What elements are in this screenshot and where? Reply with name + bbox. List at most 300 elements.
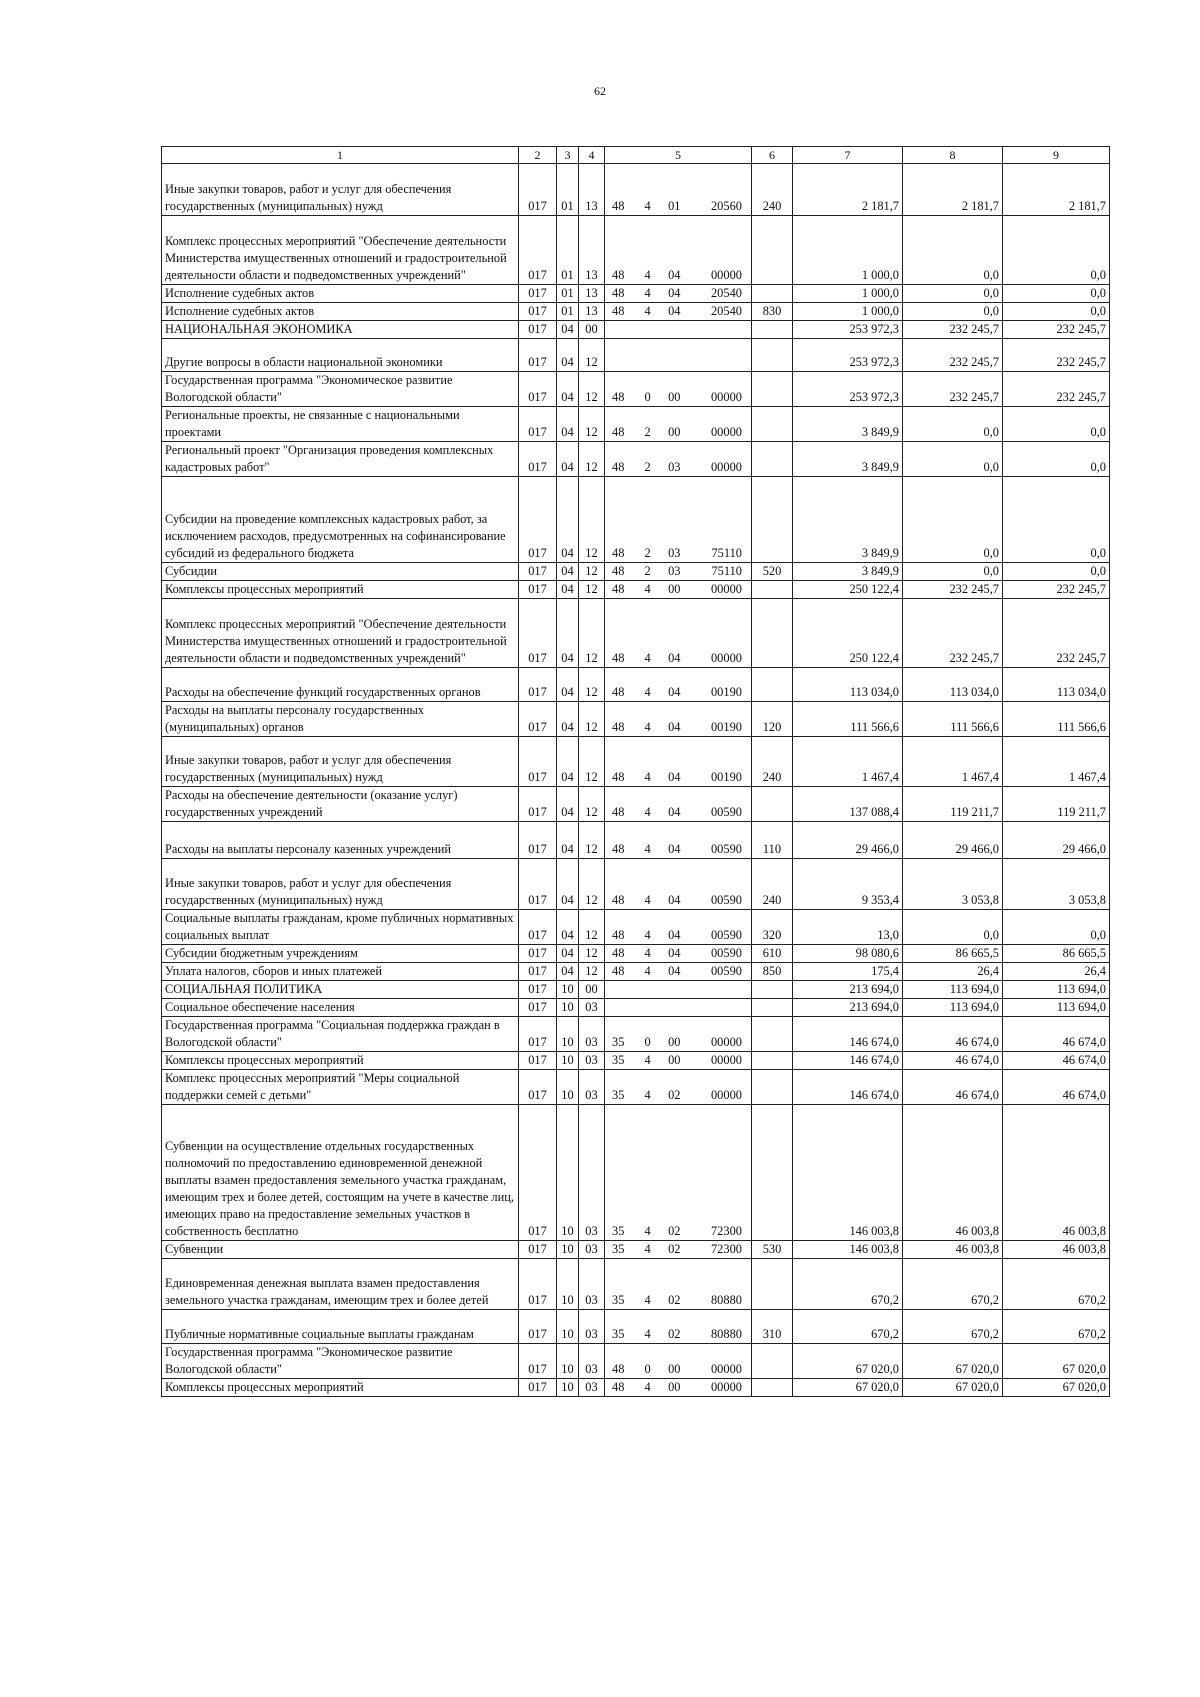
amount-col-9: 46 674,0 xyxy=(1003,1017,1110,1052)
amount-col-8: 29 466,0 xyxy=(903,822,1003,859)
code-section: 10 xyxy=(557,1105,579,1241)
table-row xyxy=(162,285,1110,303)
target-article-part: 04 xyxy=(668,805,681,819)
amount-col-9: 232 245,7 xyxy=(1003,599,1110,668)
code-subsection: 03 xyxy=(579,1070,605,1105)
target-article-part: 04 xyxy=(668,893,681,907)
amount-col-9: 113 694,0 xyxy=(1003,999,1110,1017)
target-article-part: 20560 xyxy=(710,199,742,213)
code-section: 01 xyxy=(557,164,579,216)
row-name: Расходы на обеспечение деятельности (оказание услуг) государственных учреждений xyxy=(162,787,519,822)
code-section: 04 xyxy=(557,563,579,581)
target-article-part: 4 xyxy=(644,1053,651,1067)
amount-col-7: 670,2 xyxy=(793,1310,903,1344)
target-article-part: 00000 xyxy=(710,460,742,474)
code-ministry: 017 xyxy=(519,285,557,303)
table-row xyxy=(162,668,1110,702)
amount-col-9: 113 694,0 xyxy=(1003,981,1110,999)
amount-col-8: 232 245,7 xyxy=(903,372,1003,407)
code-ministry: 017 xyxy=(519,1052,557,1070)
target-article-part: 02 xyxy=(668,1088,681,1102)
code-section: 01 xyxy=(557,303,579,321)
code-section: 10 xyxy=(557,1310,579,1344)
amount-col-7: 67 020,0 xyxy=(793,1344,903,1379)
code-expense-type xyxy=(752,1379,793,1397)
target-article-part: 00590 xyxy=(710,964,742,978)
target-article-part: 4 xyxy=(644,805,651,819)
code-target-article xyxy=(605,581,752,599)
code-ministry: 017 xyxy=(519,1259,557,1310)
target-article-part: 48 xyxy=(612,893,625,907)
code-expense-type: 240 xyxy=(752,859,793,910)
amount-col-8: 46 674,0 xyxy=(903,1070,1003,1105)
target-article-part: 03 xyxy=(668,546,681,560)
target-article-part: 00000 xyxy=(710,1035,742,1049)
code-ministry: 017 xyxy=(519,1017,557,1052)
target-article-part: 4 xyxy=(644,685,651,699)
code-ministry: 017 xyxy=(519,442,557,477)
amount-col-8: 0,0 xyxy=(903,910,1003,945)
target-article-part: 02 xyxy=(668,1293,681,1307)
target-article-part: 00590 xyxy=(710,928,742,942)
amount-col-8: 0,0 xyxy=(903,407,1003,442)
target-article-part: 00000 xyxy=(710,1362,742,1376)
target-article-part: 04 xyxy=(668,770,681,784)
amount-col-7: 250 122,4 xyxy=(793,581,903,599)
amount-col-9: 232 245,7 xyxy=(1003,321,1110,339)
target-article-part: 48 xyxy=(612,928,625,942)
code-subsection: 12 xyxy=(579,339,605,372)
amount-col-7: 1 000,0 xyxy=(793,303,903,321)
code-section: 04 xyxy=(557,702,579,737)
table-row xyxy=(162,339,1110,372)
target-article-part: 4 xyxy=(644,928,651,942)
target-article-part: 4 xyxy=(644,946,651,960)
amount-col-7: 146 003,8 xyxy=(793,1241,903,1259)
row-name: Субвенции на осуществление отдельных государственных полномочий по предоставлению единовременной денежной выплаты взамен предоставления земельного участка гражданам, имеющим трех и более детей, состоящим на учете в качестве лиц, имеющих право на предоставление земельных участков в собственность бесплатно xyxy=(162,1105,519,1241)
amount-col-7: 29 466,0 xyxy=(793,822,903,859)
amount-col-8: 46 003,8 xyxy=(903,1105,1003,1241)
target-article-part: 48 xyxy=(612,199,625,213)
table-row xyxy=(162,1379,1110,1397)
amount-col-7: 98 080,6 xyxy=(793,945,903,963)
code-target-article xyxy=(605,1259,752,1310)
code-ministry: 017 xyxy=(519,668,557,702)
code-ministry: 017 xyxy=(519,563,557,581)
row-name: Субсидии xyxy=(162,563,519,581)
target-article-part: 00000 xyxy=(710,425,742,439)
amount-col-9: 0,0 xyxy=(1003,442,1110,477)
code-expense-type xyxy=(752,981,793,999)
amount-col-8: 26,4 xyxy=(903,963,1003,981)
code-target-article xyxy=(605,981,752,999)
code-target-article xyxy=(605,372,752,407)
code-target-article xyxy=(605,1105,752,1241)
table-row xyxy=(162,859,1110,910)
amount-col-9: 86 665,5 xyxy=(1003,945,1110,963)
code-expense-type: 240 xyxy=(752,737,793,787)
code-target-article xyxy=(605,787,752,822)
code-expense-type xyxy=(752,407,793,442)
target-article-part: 75110 xyxy=(711,546,742,560)
code-expense-type xyxy=(752,787,793,822)
table-row xyxy=(162,945,1110,963)
target-article-part: 35 xyxy=(612,1242,625,1256)
amount-col-7: 250 122,4 xyxy=(793,599,903,668)
target-article-part: 48 xyxy=(612,685,625,699)
target-article-part: 48 xyxy=(612,720,625,734)
amount-col-7: 146 674,0 xyxy=(793,1052,903,1070)
target-article-part: 4 xyxy=(644,1242,651,1256)
target-article-part: 35 xyxy=(612,1088,625,1102)
target-article-part: 04 xyxy=(668,946,681,960)
code-target-article xyxy=(605,859,752,910)
target-article-part: 00000 xyxy=(710,1088,742,1102)
target-article-part: 35 xyxy=(612,1293,625,1307)
target-article-part: 48 xyxy=(612,304,625,318)
code-subsection: 12 xyxy=(579,702,605,737)
target-article-part: 48 xyxy=(612,1362,625,1376)
target-article-part: 20540 xyxy=(710,304,742,318)
code-ministry: 017 xyxy=(519,164,557,216)
amount-col-7: 253 972,3 xyxy=(793,321,903,339)
code-section: 10 xyxy=(557,1070,579,1105)
amount-col-7: 3 849,9 xyxy=(793,477,903,563)
row-name: Комплекс процессных мероприятий "Обеспечение деятельности Министерства имущественных отношений и градостроительной деятельности области и подведомственных учреждений" xyxy=(162,599,519,668)
target-article-part: 0 xyxy=(644,390,651,404)
target-article-part: 02 xyxy=(668,1224,681,1238)
target-article-part: 48 xyxy=(612,842,625,856)
target-article-part: 04 xyxy=(668,928,681,942)
code-subsection: 12 xyxy=(579,599,605,668)
table-row xyxy=(162,822,1110,859)
target-article-part: 48 xyxy=(612,582,625,596)
target-article-part: 00590 xyxy=(710,946,742,960)
code-subsection: 12 xyxy=(579,477,605,563)
code-subsection: 03 xyxy=(579,1105,605,1241)
target-article-part: 48 xyxy=(612,946,625,960)
header-row xyxy=(162,147,1110,164)
target-article-part: 4 xyxy=(644,286,651,300)
header-cell-8: 8 xyxy=(903,147,1003,164)
code-section: 04 xyxy=(557,737,579,787)
target-article-part: 35 xyxy=(612,1327,625,1341)
row-name: Субсидии на проведение комплексных кадастровых работ, за исключением расходов, предусмотренных на софинансирование субсидий из федерального бюджета xyxy=(162,477,519,563)
code-ministry: 017 xyxy=(519,581,557,599)
code-section: 10 xyxy=(557,1052,579,1070)
target-article-part: 4 xyxy=(644,304,651,318)
row-name: Государственная программа "Социальная поддержка граждан в Вологодской области" xyxy=(162,1017,519,1052)
amount-col-8: 113 694,0 xyxy=(903,981,1003,999)
code-expense-type xyxy=(752,216,793,285)
code-expense-type xyxy=(752,1070,793,1105)
row-name: Публичные нормативные социальные выплаты гражданам xyxy=(162,1310,519,1344)
row-name: Государственная программа "Экономическое развитие Вологодской области" xyxy=(162,1344,519,1379)
header-cell-9: 9 xyxy=(1003,147,1110,164)
target-article-part: 0 xyxy=(644,1035,651,1049)
code-ministry: 017 xyxy=(519,321,557,339)
target-article-part: 4 xyxy=(644,770,651,784)
target-article-part: 4 xyxy=(644,842,651,856)
row-name: Расходы на выплаты персоналу государственных (муниципальных) органов xyxy=(162,702,519,737)
amount-col-9: 46 674,0 xyxy=(1003,1052,1110,1070)
code-subsection: 03 xyxy=(579,1017,605,1052)
amount-col-8: 1 467,4 xyxy=(903,737,1003,787)
code-expense-type xyxy=(752,599,793,668)
amount-col-9: 26,4 xyxy=(1003,963,1110,981)
amount-col-9: 46 674,0 xyxy=(1003,1070,1110,1105)
amount-col-7: 111 566,6 xyxy=(793,702,903,737)
amount-col-9: 232 245,7 xyxy=(1003,339,1110,372)
target-article-part: 00000 xyxy=(710,1380,742,1394)
target-article-part: 4 xyxy=(644,1293,651,1307)
target-article-part: 48 xyxy=(612,964,625,978)
code-ministry: 017 xyxy=(519,303,557,321)
amount-col-9: 2 181,7 xyxy=(1003,164,1110,216)
code-section: 10 xyxy=(557,1241,579,1259)
amount-col-7: 253 972,3 xyxy=(793,372,903,407)
amount-col-8: 0,0 xyxy=(903,563,1003,581)
table-row xyxy=(162,164,1110,216)
amount-col-8: 0,0 xyxy=(903,285,1003,303)
code-expense-type xyxy=(752,321,793,339)
amount-col-8: 0,0 xyxy=(903,216,1003,285)
header-cell-2: 2 xyxy=(519,147,557,164)
table-row xyxy=(162,910,1110,945)
code-target-article xyxy=(605,216,752,285)
code-target-article xyxy=(605,910,752,945)
code-subsection: 03 xyxy=(579,1052,605,1070)
row-name: Единовременная денежная выплата взамен предоставления земельного участка гражданам, имеющим трех и более детей xyxy=(162,1259,519,1310)
target-article-part: 00000 xyxy=(710,268,742,282)
amount-col-8: 0,0 xyxy=(903,442,1003,477)
code-expense-type xyxy=(752,668,793,702)
code-expense-type: 830 xyxy=(752,303,793,321)
table-row xyxy=(162,1052,1110,1070)
target-article-part: 00 xyxy=(668,1035,681,1049)
code-section: 10 xyxy=(557,999,579,1017)
table-row xyxy=(162,1070,1110,1105)
target-article-part: 4 xyxy=(644,651,651,665)
target-article-part: 00 xyxy=(668,1362,681,1376)
target-article-part: 4 xyxy=(644,199,651,213)
target-article-part: 72300 xyxy=(710,1224,742,1238)
code-section: 04 xyxy=(557,599,579,668)
target-article-part: 0 xyxy=(644,1362,651,1376)
amount-col-9: 0,0 xyxy=(1003,303,1110,321)
amount-col-8: 46 003,8 xyxy=(903,1241,1003,1259)
code-ministry: 017 xyxy=(519,910,557,945)
table-row xyxy=(162,407,1110,442)
amount-col-9: 232 245,7 xyxy=(1003,581,1110,599)
code-ministry: 017 xyxy=(519,407,557,442)
code-target-article xyxy=(605,999,752,1017)
row-name: Исполнение судебных актов xyxy=(162,303,519,321)
code-target-article xyxy=(605,1052,752,1070)
code-section: 04 xyxy=(557,945,579,963)
row-name: Субвенции xyxy=(162,1241,519,1259)
code-section: 10 xyxy=(557,1379,579,1397)
table-row xyxy=(162,999,1110,1017)
code-ministry: 017 xyxy=(519,1070,557,1105)
code-subsection: 03 xyxy=(579,1310,605,1344)
amount-col-9: 46 003,8 xyxy=(1003,1241,1110,1259)
code-subsection: 12 xyxy=(579,945,605,963)
target-article-part: 00 xyxy=(668,582,681,596)
code-ministry: 017 xyxy=(519,702,557,737)
code-subsection: 13 xyxy=(579,303,605,321)
target-article-part: 4 xyxy=(644,1380,651,1394)
code-expense-type: 530 xyxy=(752,1241,793,1259)
code-target-article xyxy=(605,164,752,216)
code-ministry: 017 xyxy=(519,822,557,859)
code-target-article xyxy=(605,563,752,581)
code-expense-type: 310 xyxy=(752,1310,793,1344)
row-name: Региональный проект "Организация проведения комплексных кадастровых работ" xyxy=(162,442,519,477)
code-section: 04 xyxy=(557,321,579,339)
target-article-part: 48 xyxy=(612,390,625,404)
code-ministry: 017 xyxy=(519,1344,557,1379)
table-row xyxy=(162,216,1110,285)
code-target-article xyxy=(605,1310,752,1344)
target-article-part: 00590 xyxy=(710,842,742,856)
code-ministry: 017 xyxy=(519,945,557,963)
amount-col-9: 3 053,8 xyxy=(1003,859,1110,910)
code-expense-type xyxy=(752,442,793,477)
target-article-part: 04 xyxy=(668,286,681,300)
amount-col-8: 113 034,0 xyxy=(903,668,1003,702)
target-article-part: 2 xyxy=(644,460,651,474)
code-subsection: 12 xyxy=(579,963,605,981)
code-subsection: 03 xyxy=(579,1344,605,1379)
amount-col-8: 46 674,0 xyxy=(903,1052,1003,1070)
amount-col-8: 3 053,8 xyxy=(903,859,1003,910)
code-subsection: 03 xyxy=(579,1379,605,1397)
target-article-part: 48 xyxy=(612,425,625,439)
code-expense-type xyxy=(752,285,793,303)
target-article-part: 80880 xyxy=(710,1293,742,1307)
code-subsection: 12 xyxy=(579,563,605,581)
target-article-part: 4 xyxy=(644,964,651,978)
amount-col-9: 119 211,7 xyxy=(1003,787,1110,822)
amount-col-9: 670,2 xyxy=(1003,1310,1110,1344)
row-name: Региональные проекты, не связанные с национальными проектами xyxy=(162,407,519,442)
amount-col-8: 113 694,0 xyxy=(903,999,1003,1017)
table-row xyxy=(162,1310,1110,1344)
code-target-article xyxy=(605,668,752,702)
amount-col-8: 670,2 xyxy=(903,1310,1003,1344)
target-article-part: 48 xyxy=(612,460,625,474)
table-row xyxy=(162,303,1110,321)
table-row xyxy=(162,477,1110,563)
amount-col-7: 2 181,7 xyxy=(793,164,903,216)
code-target-article xyxy=(605,963,752,981)
code-section: 01 xyxy=(557,285,579,303)
code-subsection: 03 xyxy=(579,1259,605,1310)
code-subsection: 12 xyxy=(579,787,605,822)
target-article-part: 4 xyxy=(644,893,651,907)
row-name: Социальные выплаты гражданам, кроме публичных нормативных социальных выплат xyxy=(162,910,519,945)
target-article-part: 4 xyxy=(644,1327,651,1341)
code-target-article xyxy=(605,1070,752,1105)
target-article-part: 48 xyxy=(612,651,625,665)
target-article-part: 35 xyxy=(612,1035,625,1049)
target-article-part: 00190 xyxy=(710,770,742,784)
amount-col-7: 9 353,4 xyxy=(793,859,903,910)
page-number: 62 xyxy=(594,84,606,98)
code-target-article xyxy=(605,285,752,303)
code-ministry: 017 xyxy=(519,1310,557,1344)
code-section: 10 xyxy=(557,981,579,999)
code-expense-type xyxy=(752,1052,793,1070)
target-article-part: 02 xyxy=(668,1242,681,1256)
amount-col-7: 670,2 xyxy=(793,1259,903,1310)
amount-col-8: 67 020,0 xyxy=(903,1379,1003,1397)
row-name: Государственная программа "Экономическое развитие Вологодской области" xyxy=(162,372,519,407)
code-target-article xyxy=(605,702,752,737)
header-cell-6: 6 xyxy=(752,147,793,164)
target-article-part: 02 xyxy=(668,1327,681,1341)
amount-col-8: 111 566,6 xyxy=(903,702,1003,737)
row-name: Уплата налогов, сборов и иных платежей xyxy=(162,963,519,981)
target-article-part: 03 xyxy=(668,564,681,578)
code-target-article xyxy=(605,1344,752,1379)
row-name: СОЦИАЛЬНАЯ ПОЛИТИКА xyxy=(162,981,519,999)
header-cell-5: 5 xyxy=(605,147,752,164)
amount-col-7: 1 000,0 xyxy=(793,216,903,285)
code-section: 04 xyxy=(557,372,579,407)
code-ministry: 017 xyxy=(519,999,557,1017)
code-section: 04 xyxy=(557,668,579,702)
table-row xyxy=(162,563,1110,581)
amount-col-7: 3 849,9 xyxy=(793,563,903,581)
code-section: 04 xyxy=(557,339,579,372)
header-cell-1: 1 xyxy=(162,147,519,164)
amount-col-7: 253 972,3 xyxy=(793,339,903,372)
code-section: 04 xyxy=(557,787,579,822)
amount-col-9: 0,0 xyxy=(1003,407,1110,442)
target-article-part: 48 xyxy=(612,564,625,578)
target-article-part: 04 xyxy=(668,304,681,318)
code-expense-type xyxy=(752,1105,793,1241)
amount-col-9: 0,0 xyxy=(1003,910,1110,945)
amount-col-8: 86 665,5 xyxy=(903,945,1003,963)
amount-col-9: 111 566,6 xyxy=(1003,702,1110,737)
budget-table xyxy=(161,146,1110,1397)
code-subsection: 12 xyxy=(579,581,605,599)
code-ministry: 017 xyxy=(519,599,557,668)
code-target-article xyxy=(605,303,752,321)
code-target-article xyxy=(605,1379,752,1397)
code-ministry: 017 xyxy=(519,372,557,407)
code-subsection: 12 xyxy=(579,407,605,442)
table-row xyxy=(162,1344,1110,1379)
table-row xyxy=(162,442,1110,477)
amount-col-9: 113 034,0 xyxy=(1003,668,1110,702)
target-article-part: 03 xyxy=(668,460,681,474)
row-name: Иные закупки товаров, работ и услуг для обеспечения государственных (муниципальных) нужд xyxy=(162,164,519,216)
target-article-part: 04 xyxy=(668,685,681,699)
amount-col-7: 3 849,9 xyxy=(793,407,903,442)
target-article-part: 04 xyxy=(668,720,681,734)
code-target-article xyxy=(605,1241,752,1259)
table-row xyxy=(162,599,1110,668)
code-section: 01 xyxy=(557,216,579,285)
row-name: НАЦИОНАЛЬНАЯ ЭКОНОМИКА xyxy=(162,321,519,339)
code-expense-type xyxy=(752,999,793,1017)
code-subsection: 03 xyxy=(579,1241,605,1259)
code-ministry: 017 xyxy=(519,737,557,787)
